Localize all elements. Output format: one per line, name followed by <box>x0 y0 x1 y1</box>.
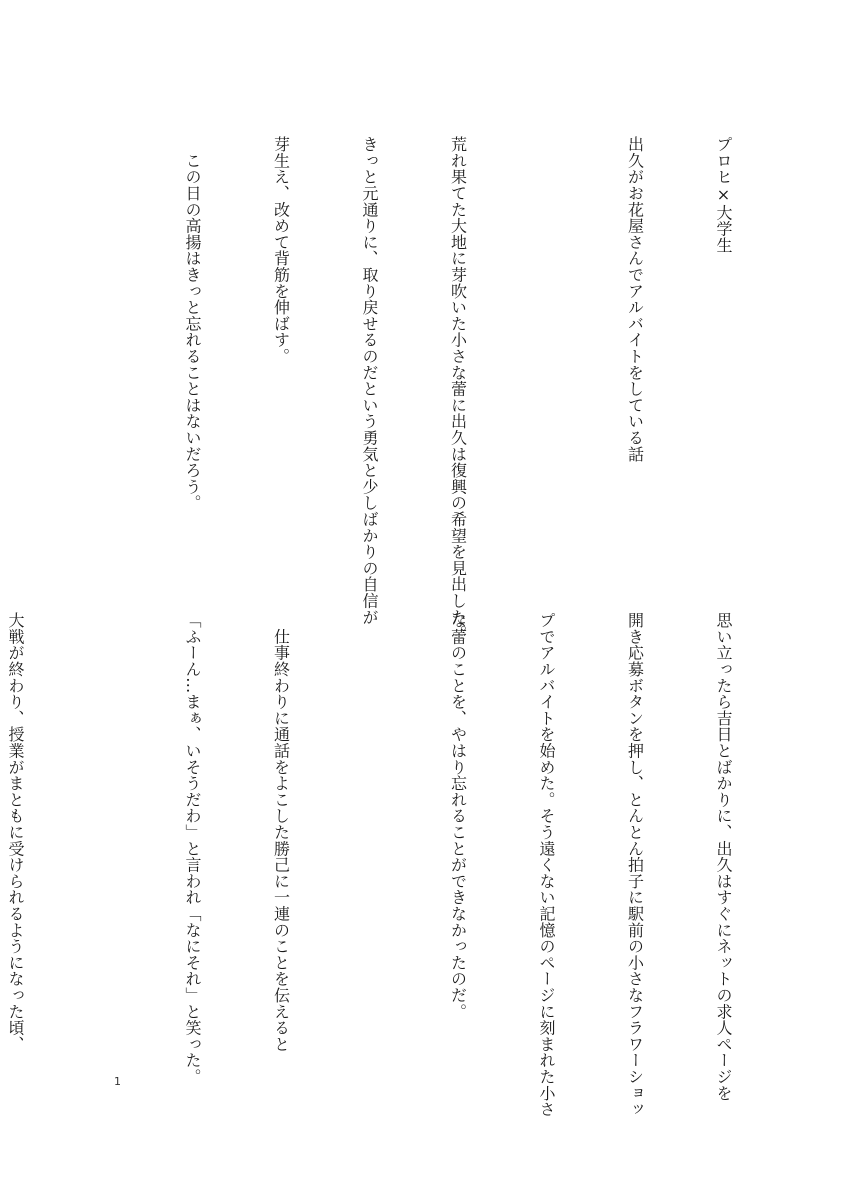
body-line: な蕾のことを、やはり忘れることができなかったのだ。 <box>448 612 468 1020</box>
blank-line <box>1 136 31 576</box>
subtitle: 出久がお花屋さんでアルバイトをしている話 <box>625 136 645 462</box>
body-line: 「ふーん…まぁ、いそうだわ」と言われ「なにそれ」と笑った。 <box>183 612 202 1085</box>
page-number: 1 <box>114 1075 121 1088</box>
title: プロヒ×大学生 <box>714 136 733 254</box>
body-line: きっと元通りに、取り戻せるのだという勇気と少しばかりの自信が <box>360 136 379 625</box>
body-line: この日の高揚はきっと忘れることはないだろう。 <box>183 136 202 511</box>
blank-line <box>355 612 385 1058</box>
body-line: 荒れ果てた大地に芽吹いた小さな蕾に出久は復興の希望を見出した。 <box>448 136 468 642</box>
blank-line <box>89 136 119 576</box>
body-line: 開き応募ボタンを押し、とんとん拍子に駅前の小さなフラワーショッ <box>625 612 645 1118</box>
body-line: 仕事終わりに通話をよこした勝己に一連のことを伝えると <box>271 612 291 1053</box>
body-line: プでアルバイトを始めた。そう遠くない記憶のページに刻まれた小さ <box>537 612 556 1118</box>
lower-text-block <box>0 612 797 1118</box>
body-line: 大戦が終わり、授業がまともに受けられるようになった頃、 <box>6 612 25 1053</box>
body-line: 思い立ったら吉日とばかりに、出久はすぐにネットの求人ページを <box>714 612 733 1101</box>
upper-text-block <box>0 136 797 642</box>
blank-line <box>532 136 562 576</box>
blank-line <box>89 612 119 1058</box>
body-line: 芽生え、改めて背筋を伸ばす。 <box>271 136 291 365</box>
